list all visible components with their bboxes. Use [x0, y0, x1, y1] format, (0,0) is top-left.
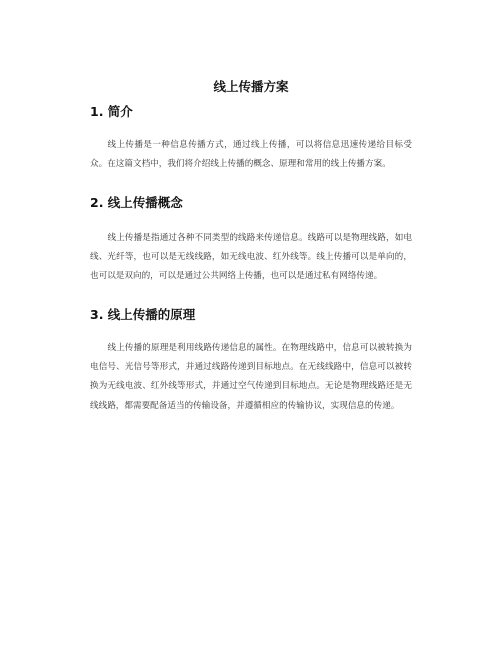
section-heading-intro: 1. 简介 [90, 104, 133, 119]
section-paragraph-intro: 线上传播是一种信息传播方式，通过线上传播，可以将信息迅速传递给目标受众。在这篇文档中，我们将介绍线上传播的概念、原理和常用的线上传播方案。 [90, 140, 412, 170]
section-heading-principle: 3. 线上传播的原理 [90, 307, 196, 322]
section-heading-concept: 2. 线上传播概念 [90, 195, 183, 210]
section-paragraph-concept: 线上传播是指通过各种不同类型的线路来传递信息。线路可以是物理线路，如电线、光纤等，也可以是无线线路，如无线电波、红外线等。线上传播可以是单向的，也可以是双向的，可以是通过公共网络上传播，也可以是通过私有网络传递。 [90, 233, 412, 282]
section-paragraph-principle: 线上传播的原理是利用线路传递信息的属性。在物理线路中，信息可以被转换为电信号、光信号等形式，并通过线路传递到目标地点。在无线线路中，信息可以被转换为无线电波、红外线等形式，并通过空气传递到目标地点。无论是物理线路还是无线线路，都需要配备适当的传输设备，并遵循相应的传输协议，实现信息的传递。 [90, 343, 412, 411]
document-title: 线上传播方案 [213, 79, 289, 94]
